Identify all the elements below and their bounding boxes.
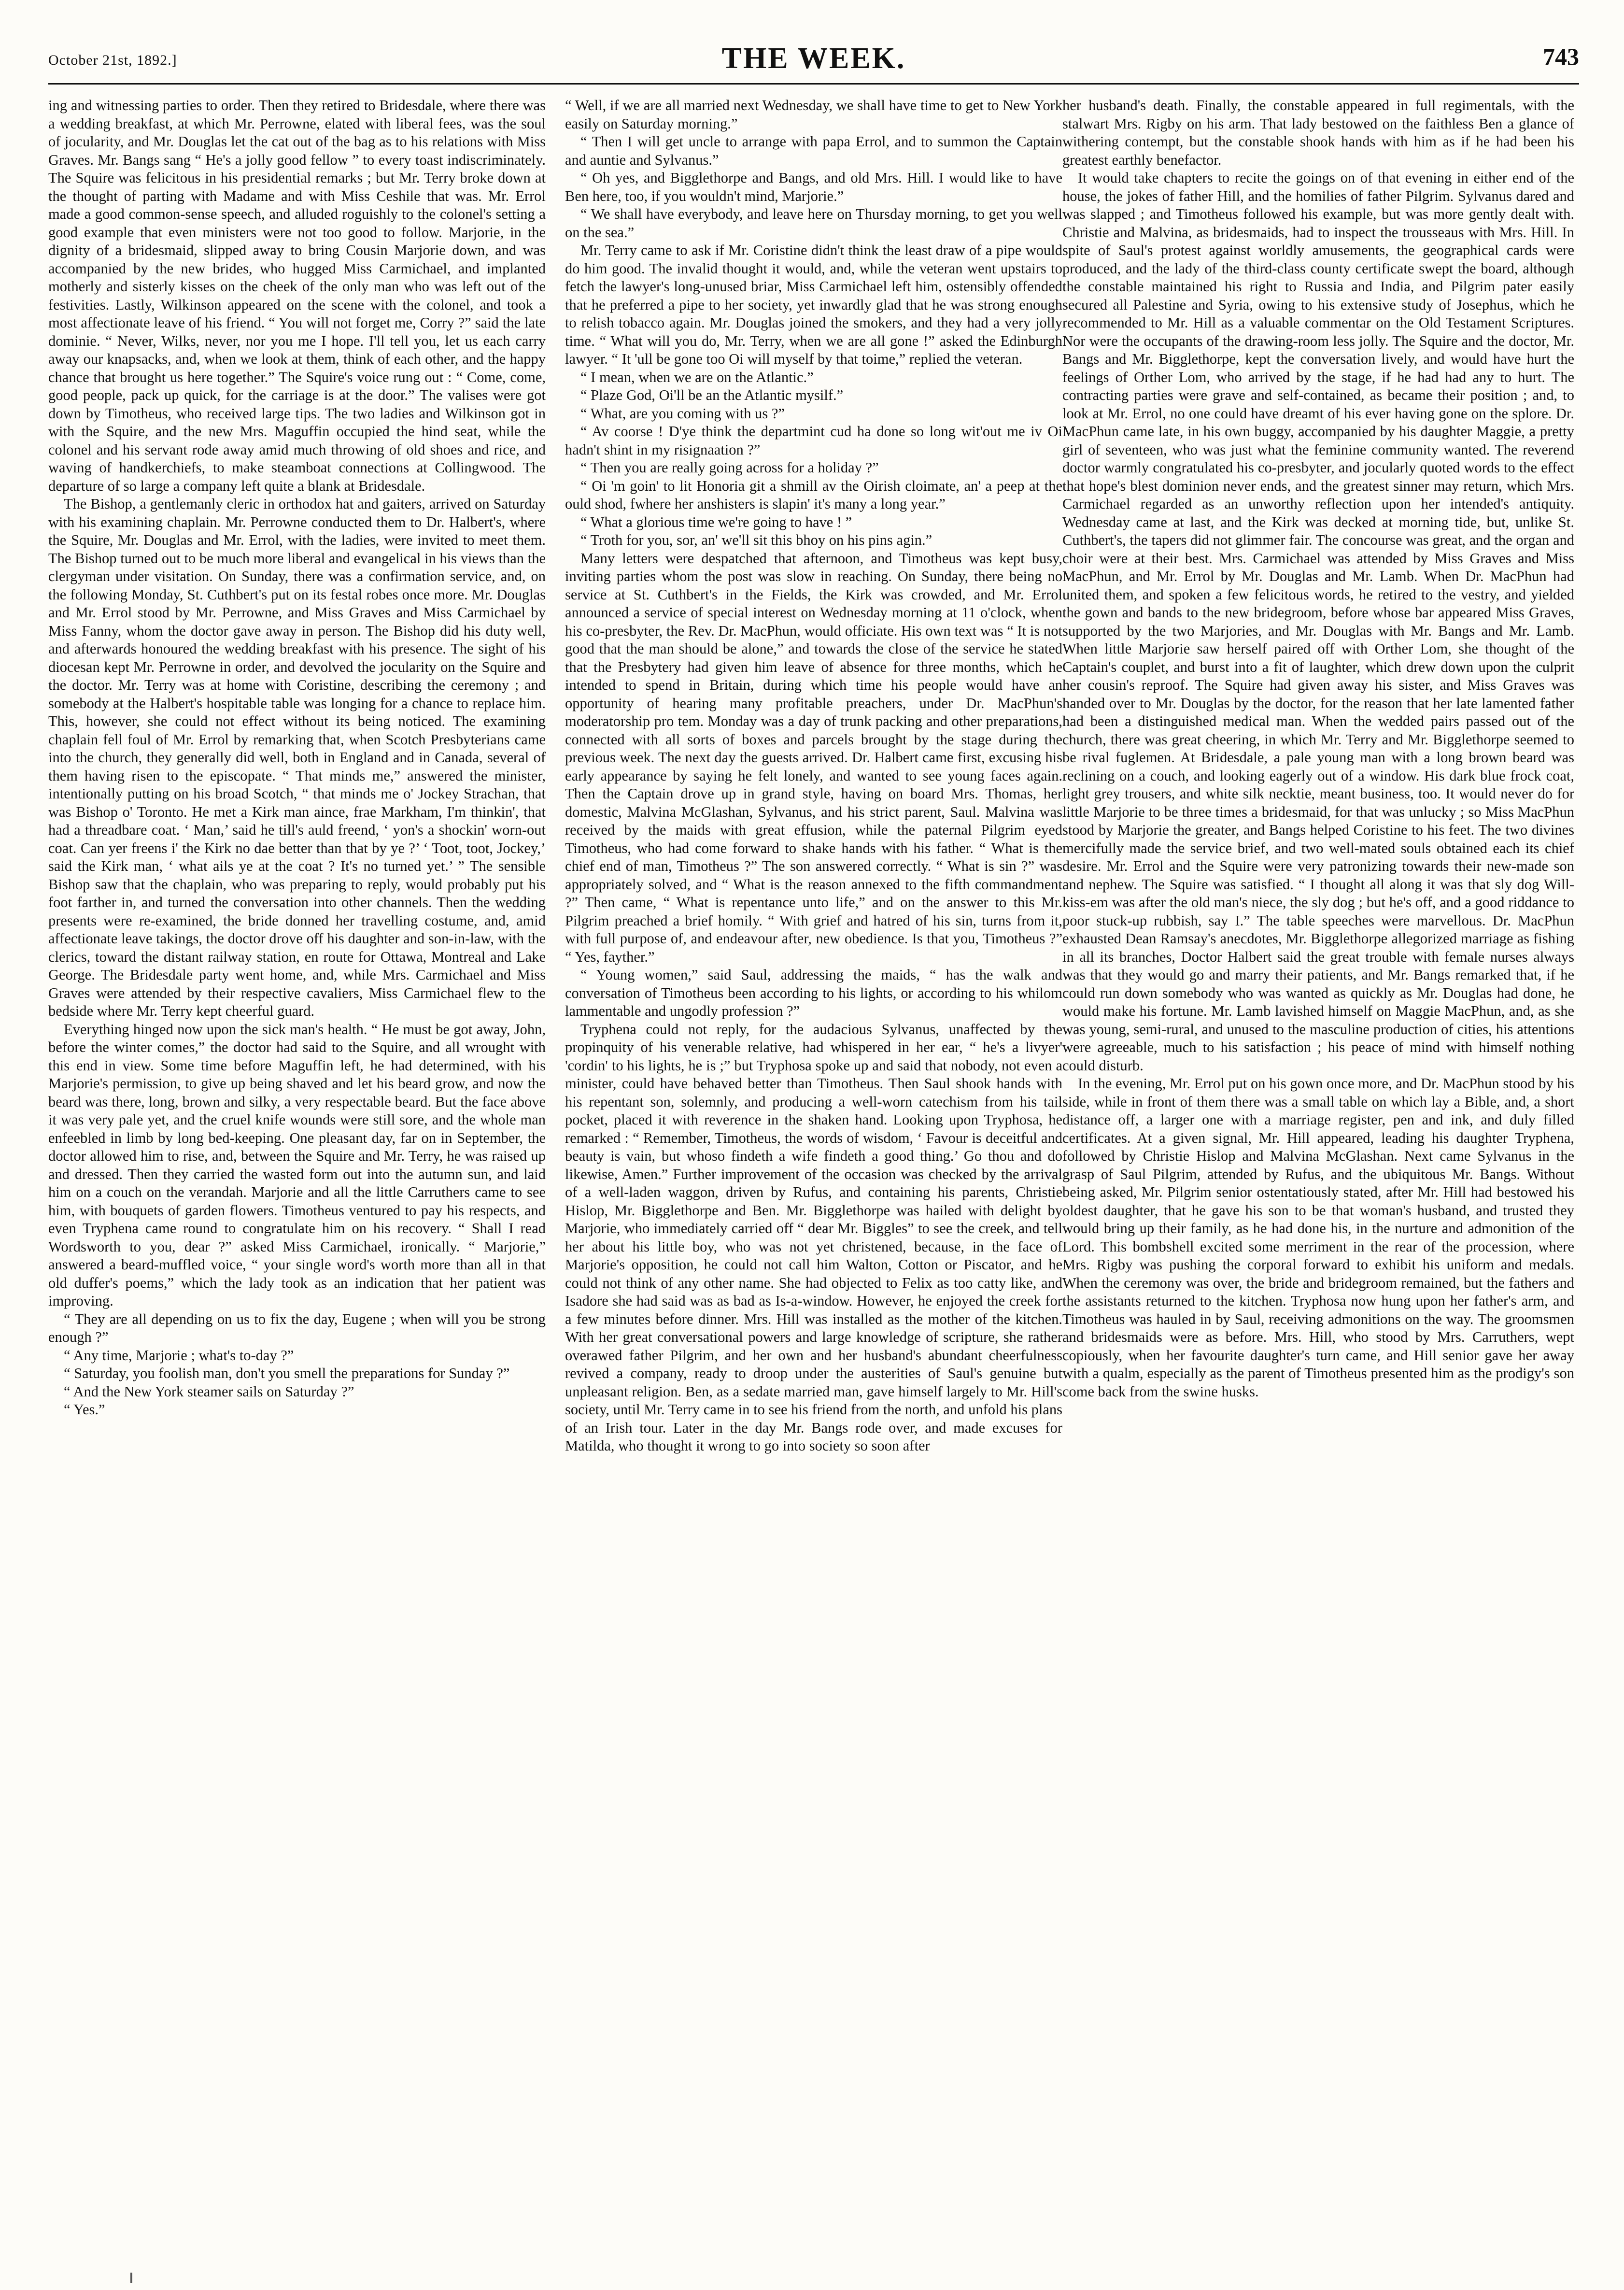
paragraph: “ Saturday, you foolish man, don't you smell the preparations for Sunday ?” (64, 1365, 510, 1381)
text-column-1 (48, 97, 546, 2270)
text-column-3 (1062, 97, 1574, 2270)
paragraph: It would take chapters to recite the goings on of that evening in either end of the house, the jokes of father Hill, and the homilies of father Pilgrim. Sylvanus dared and was slapped ; and Timotheus followed his example, but was more gently dealt with. Christie and Malvina, as bridesmaids, had to inspect the trousseaus with Mrs. Hill. In spite of Saul's protest against worldly amusements, the geographical cards were produced, and the lady of the third-class county certificate swept the board, although the constable maintained his right to Russia and India, and Pilgrim pater easily secured all Palestine and Syria, owing to his extensive study of Josephus, which he recommended to Mr. Hill as a valuable commentar on the Old Testament Scriptures. Nor were the occupants of the drawing-room less jolly. The Squire and the doctor, Mr. Bangs and Mr. Bigglethorpe, kept the conversation lively, and would have hurt the feelings of Orther Lom, who arrived by the stage, if he had had any to hurt. The contracting parties were grave and self-contained, as became their position ; and, to look at Mr. Errol, no one could have dreamt of his ever having gone on the splore. Dr. MacPhun came late, in his own buggy, accompanied by his daughter Maggie, a pretty girl of seventeen, who was just what the feminine community wanted. The reverend doctor warmly congratulated his co-presbyter, and jocularly quoted words to the effect that hope's blest dominion never ends, and the greatest sinner may return, which Mrs. Carmichael regarded as an unworthy reflection upon her intended's antiquity. Wednesday came at last, and the Kirk was decked at morning tide, but, unlike St. Cuthbert's, the tapers did not glimmer fair. The concourse was great, and the organ and choir were at their best. Mrs. Carmichael was attended by Miss Graves and Miss MacPhun, and Mr. Errol by Mr. Douglas and Mr. Lamb. When Dr. MacPhun had united them, and spoken a few felicitous words, he retired to the vestry, and yielded the gown and bands to the new bridegroom, before whose bar appeared Miss Graves, supported by the two Marjories, and Mr. Douglas with Mr. Bangs and Mr. Lamb. When little Marjorie saw herself paired off with Orther Lom, she thought of the Captain's couplet, and burst into a fit of laughter, which drew down upon the culprit her cousin's reproof. The Squire had given away his sister, and Miss Graves was handed over to Mr. Douglas by the doctor, for the reason that her late lamented father had been a distinguished medical man. When the wedded pairs passed out of the church, there was great cheering, in which Mr. Terry and Mr. Bigglethorpe seemed to be rival fuglemen. At Bridesdale, a pale young man with a long brown beard was reclining on a couch, and looking eagerly out of a window. His dark blue frock coat, light grey trousers, and white silk necktie, meant business, too. It would never do for little Marjorie to be three times a bridesmaid, for that was unlucky ; so Miss MacPhun stood by Marjorie the greater, and Bangs helped Coristine to his feet. The two divines mercifully made the service brief, and two well-mated souls obtained each its chief desire. Mr. Errol and the Squire were very patronizing towards their new-made son and nephew. The Squire was satisfied. “ I thought all along it was that sly dog Will-kiss-em was after the old man's niece, the sly dog ; but he's off, and a good riddance to poor stuck-up rubbish, say I.” The table speeches were marvellous. Dr. MacPhun exhausted Dean Ramsay's anecdotes, Mr. Bigglethorpe allegorized marriage as fishing in all its branches, Doctor Halbert said the great trouble with female nurses always was that they would go and marry their patients, and Mr. Bangs remarked that, if he could run down somebody who was wanted as quickly as Mr. Douglas had done, he would make his fortune. Mr. Lamb lavished himself on Maggie MacPhun, and, as she was young, semi-rural, and unused to the masculine production of cities, his attentions were agreeable, much to his satisfaction ; his peace of mind with himself nothing could disturb. (1062, 170, 1574, 1074)
paragraph: “ What, are you coming with us ?” (580, 405, 785, 422)
paragraph: “ Any time, Marjorie ; what's to-day ?” (64, 1347, 294, 1364)
issue-date: October 21st, 1892.] (48, 52, 177, 68)
paragraph: “ Av coorse ! D'ye think the departmint cud ha done so long wit'out me iv Oi hadn't shint in my risignaation ?” (565, 423, 1062, 458)
paragraph: Tryphena could not reply, for the audacious Sylvanus, unaffected by the propinquity of his venerable relative, had whispered in her ear, “ he's a livyer' 'cordin' to his lights, he is ;” but Tryphosa spoke up and said that nobody, not even a minister, could have behaved better than Timotheus. Then Saul shook hands with his repentant son, solemnly, and producing a well-worn catechism from his tail pocket, placed it with reverence in the shaken hand. Looking upon Tryphosa, he remarked : “ Remember, Timotheus, the words of wisdom, ‘ Favour is deceitful and beauty is vain, but whoso findeth a wife findeth a good thing.’ Go thou and do likewise, Amen.” Further improvement of the occasion was checked by the arrival of a well-laden waggon, driven by Rufus, and containing his parents, Christie Hislop, Mr. Bigglethorpe and Ben. Mr. Bigglethorpe was hailed with delight by Marjorie, who immediately carried off “ dear Mr. Biggles” to see the creek, and tell her about his little boy, who was not yet christened, because, in the face of Marjorie's opposition, he could not call him Walton, Cotton or Piscator, and he could not think of any other name. She had objected to Felix as too catty like, and Isadore she had said was as bad as Is-a-window. However, he enjoyed the creek for a few minutes before dinner. Mrs. Hill was installed as the mother of the kitchen. With her great conversational powers and large knowledge of scripture, she rather overawed father Pilgrim, and her own and her husband's abundant cheerfulness revived a company, ready to droop under the austerities of Saul's genuine but unpleasant religion. Ben, as a sedate married man, gave himself largely to Mr. Hill's society, until Mr. Terry came in to see his friend from the north, and unfold his plans of an Irish tour. Later in the day Mr. Bangs rode over, and made excuses for Matilda, who thought it wrong to go into society so soon after (565, 1021, 1062, 1454)
paragraph: her husband's death. Finally, the constable appeared in full regimentals, with the stalwart Mrs. Rigby on his arm. That lady bestowed on the faithless Ben a glance of withering contempt, but the constable shook hands with him as if he had been his greatest earthly benefactor. (1062, 97, 1574, 168)
page-number: 743 (1543, 43, 1579, 70)
paragraph: “ They are all depending on us to fix the day, Eugene ; when will you be strong enough ?” (48, 1310, 546, 1345)
paragraph: “ Oi 'm goin' to lit Honoria git a shmill av the Oirish cloimate, an' a peep at the ould shod, fwhere her anshisters is slapin' it's many a long year.” (565, 477, 1062, 512)
paragraph: “ I mean, when we are on the Atlantic.” (580, 369, 814, 385)
paragraph: “ Plaze God, Oi'll be an the Atlantic mysilf.” (580, 387, 844, 403)
text-column-2 (565, 97, 1062, 2270)
paragraph: “ We shall have everybody, and leave here on Thursday morning, to get you well on the sea.” (565, 206, 1062, 241)
paragraph: Everything hinged now upon the sick man's health. “ He must be got away, John, before the winter comes,” the doctor had said to the Squire, and all wrought with this end in view. Some time before Maguffin left, he had determined, with his Marjorie's permission, to give up being shaved and let his beard grow, and now the beard was there, long, brown and silky, a very respectable beard. But the face above it was very pale yet, and the cruel knife wounds were still sore, and the whole man enfeebled in limb by long bed-keeping. One pleasant day, far on in September, the doctor allowed him to rise, and, between the Squire and Mr. Terry, he was raised up and dressed. Then they carried the wasted form out into the autumn sun, and laid him on a couch on the verandah. Marjorie and all the little Carruthers came to see him, with bouquets of garden flowers. Timotheus ventured to pay his respects, and even Tryphena came round to congratulate him on his recovery. “ Shall I read Wordsworth to you, dear ?” asked Miss Carmichael, ironically. “ Marjorie,” answered a beard-muffled voice, “ your single word's worth more than all in that old duffer's poems,” which the lady took as an indication that her patient was improving. (48, 1021, 546, 1309)
paragraph: “ Oh yes, and Bigglethorpe and Bangs, and old Mrs. Hill. I would like to have Ben here, too, if you wouldn't mind, Marjorie.” (565, 170, 1062, 204)
paragraph: “ Troth for you, sor, an' we'll sit this bhoy on his pins agin.” (580, 532, 932, 548)
masthead-title: THE WEEK. (721, 42, 906, 75)
paragraph: The Bishop, a gentlemanly cleric in orthodox hat and gaiters, arrived on Saturday with his examining chaplain. Mr. Perrowne conducted them to Dr. Halbert's, where the Squire, Mr. Douglas and Mr. Errol, with the ladies, were invited to meet them. The Bishop turned out to be much more liberal and evangelical in his views than the clergyman under visitation. On Sunday, there was a confirmation service, and, on the following Monday, St. Cuthbert's put on its festal robes once more. Mr. Douglas and Mr. Errol stood by Mr. Perrowne, and Miss Graves and Miss Carmichael by Miss Fanny, whom the doctor gave away in person. The Bishop did his duty well, and afterwards honoured the wedding breakfast with his presence. The sight of his diocesan kept Mr. Perrowne in order, and devolved the jocularity on the Squire and the doctor. Mr. Terry was at home with Coristine, describing the ceremony ; and somebody at the Halbert's hospitable table was longing for a chance to replace him. This, however, she could not effect without its being noticed. The examining chaplain fell foul of Mr. Errol by remarking that, when Scotch Presbyterians came into the church, they generally did well, both in England and in Canada, several of them having risen to the episcopate. “ That minds me,” answered the minister, intentionally putting on his broad Scotch, “ that minds me o' Jockey Strachan, that was Bishop o' Toronto. He met a Kirk man aince, frae Markham, I'm thinkin', that had a threadbare coat. ‘ Man,’ said he till's auld freend, ‘ yon's a shockin' worn-out coat. Can yer freens i' the Kirk no dae better than that by ye ?’ ‘ Toot, toot, Jockey,’ said the Kirk man, ‘ what ails ye at the coat ? It's no turned yet.’ ” The sensible Bishop saw that the chaplain, who was preparing to reply, would probably put his foot farther in, and turned the conversation into other channels. Then the wedding presents were re-examined, the bride donned her travelling costume, and, amid affectionate leave takings, the doctor drove off his daughter and son-in-law, with the clerics, toward the distant railway station, en route for Ottawa, Montreal and Lake George. The Bridesdale party went home, and, while Mrs. Carmichael and Miss Graves were attended by their respective cavaliers, Miss Carmichael flew to the bedside where Mr. Terry kept cheerful guard. (48, 496, 546, 1019)
paragraph: “ Well, if we are all married next Wednesday, we shall have time to get to New York easily on Saturday morning.” (565, 97, 1062, 132)
header-rule (48, 83, 1579, 85)
paragraph: In the evening, Mr. Errol put on his gown once more, and Dr. MacPhun stood by his side, while in front of them there was a small table on which lay a Bible, and, a short distance off, a larger one with a marriage register, pen and ink, and duly filled certificates. At a given signal, Mr. Hill appeared, leading his daughter Tryphena, followed by Christie Hislop and Malvina McGlashan. Next came Sylvanus in the grasp of Saul Pilgrim, attended by Rufus, and the ubiquitous Mr. Bangs. Without being asked, Mr. Pilgrim senior ostentatiously stated, after Mr. Hill had bestowed his oldest daughter, that he gave his son to be that woman's husband, and trusted they would bring up their family, as he had done his, in the nurture and admonition of the Lord. This bombshell excited some merriment in the rear of the procession, where Mrs. Rigby was pushing the corporal forward to exhibit his uniform and medals. When the ceremony was over, the bride and bridegroom remained, but the fathers and the assistants returned to the kitchen. Tryphosa now hung upon her father's arm, and Timotheus was hauled in by Saul, receiving admonitions on the way. The groomsmen and bridesmaids were as before. Mrs. Hill, who stood by Mrs. Carruthers, wept copiously, when her favourite daughter's turn came, and Hill senior gave her away with a qualm, especially as the parent of Timotheus presented him as the prodigy's son come back from the swine husks. (1062, 1075, 1574, 1400)
scan-mark (130, 2273, 132, 2283)
paragraph: “ And the New York steamer sails on Saturday ?” (64, 1383, 354, 1400)
paragraph: “ Young women,” said Saul, addressing the maids, “ has the walk and conversation of Timotheus been according to his lights, or according to his whilom lammentable and ungodly profession ?” (565, 967, 1062, 1019)
paragraph: “ Then I will get uncle to arrange with papa Errol, and to summon the Captain and auntie and Sylvanus.” (565, 133, 1062, 168)
paragraph: Mr. Terry came to ask if Mr. Coristine didn't think the least draw of a pipe would do him good. The invalid thought it would, and, while the veteran went upstairs to fetch the lawyer's long-unused briar, Miss Carmichael left him, ostensibly offended that he preferred a pipe to her society, yet inwardly glad that he was strong enough to relish tobacco again. Mr. Douglas joined the smokers, and they had a very jolly time. “ What will you do, Mr. Terry, when we are all gone !” asked the Edinburgh lawyer. “ It 'ull be gone too Oi will myself by that toime,” replied the veteran. (565, 242, 1062, 367)
paragraph: “ Yes.” (64, 1401, 105, 1418)
page-header (48, 42, 1579, 75)
paragraph: “ What a glorious time we're going to have ! ” (580, 513, 852, 530)
paragraph: “ Then you are really going across for a holiday ?” (580, 459, 879, 476)
paragraph: Many letters were despatched that afternoon, and Timotheus was kept busy, inviting parties whom the post was slow in reaching. On Sunday, there being no service at St. Cuthbert's in the Fields, the Kirk was crowded, and Mr. Errol announced a service of special interest on Wednesday morning at 11 o'clock, when his co-presbyter, the Rev. Dr. MacPhun, would officiate. His own text was “ It is not good that the man should be alone,” and towards the close of the service he stated that the Presbytery had given him leave of absence for three months, which he intended to spend in Britain, during which time his people would have an opportunity of hearing many profitable preachers, under Dr. MacPhun's moderatorship pro tem. Monday was a day of trunk packing and other preparations, connected with all sorts of boxes and parcels brought by the stage during the previous week. The next day the guests arrived. Dr. Halbert came first, excusing his early appearance by saying he felt lonely, and wanted to see young faces again. Then the Captain drove up in grand style, having on board Mrs. Thomas, her domestic, Malvina McGlashan, Sylvanus, and his strict parent, Saul. Malvina was received by the maids with great effusion, while the paternal Pilgrim eyed Timotheus, who had come forward to shake hands with his father. “ What is the chief end of man, Timotheus ?” The son answered correctly. “ What is sin ?” was appropriately solved, and “ What is the reason annexed to the fifth commandment ?” Then came, “ What is repentance unto life,” and on the answer to this Mr. Pilgrim preached a brief homily. “ With grief and hatred of his sin, turns from it, with full purpose of, and endeavour after, new obedience. Is that you, Timotheus ?” “ Yes, fayther.” (565, 550, 1062, 965)
paragraph: ing and witnessing parties to order. Then they retired to Bridesdale, where there was a wedding breakfast, at which Mr. Perrowne, elated with liberal fees, was the soul of jocularity, and Mr. Douglas let the cat out of the bag as to his relations with Miss Graves. Mr. Bangs sang “ He's a jolly good fellow ” to every toast indiscriminately. The Squire was felicitous in his presidential remarks ; but Mr. Terry broke down at the thought of parting with Madame and with Miss Ceshile that was. Mr. Errol made a good common-sense speech, and alluded roguishly to the colonel's setting a good example that even ministers were not too good to follow. Marjorie, in the dignity of a bridesmaid, slipped away to bring Cousin Marjorie down, and was accompanied by the new brides, who hugged Miss Carmichael, and implanted motherly and sisterly kisses on the cheek of the only man who was left out of the festivities. Lastly, Wilkinson appeared on the scene with the colonel, and took a most affectionate leave of his friend. “ You will not forget me, Corry ?” said the late dominie. “ Never, Wilks, never, nor you me I hope. I'll tell you, let us each carry away our knapsacks, and, when we look at them, think of each other, and the happy chance that brought us here together.” The Squire's voice rung out : “ Come, come, good people, pack up quick, for the carriage is at the door.” The valises were got down by Timotheus, who received large tips. The two ladies and Wilkinson got in with the Squire, and the new Mrs. Maguffin occupied the hind seat, while the colonel and his servant rode away amid much throwing of old shoes and rice, and waving of handkerchiefs, to make steamboat connections at Collingwood. The departure of so large a company left quite a blank at Bridesdale. (48, 97, 546, 494)
